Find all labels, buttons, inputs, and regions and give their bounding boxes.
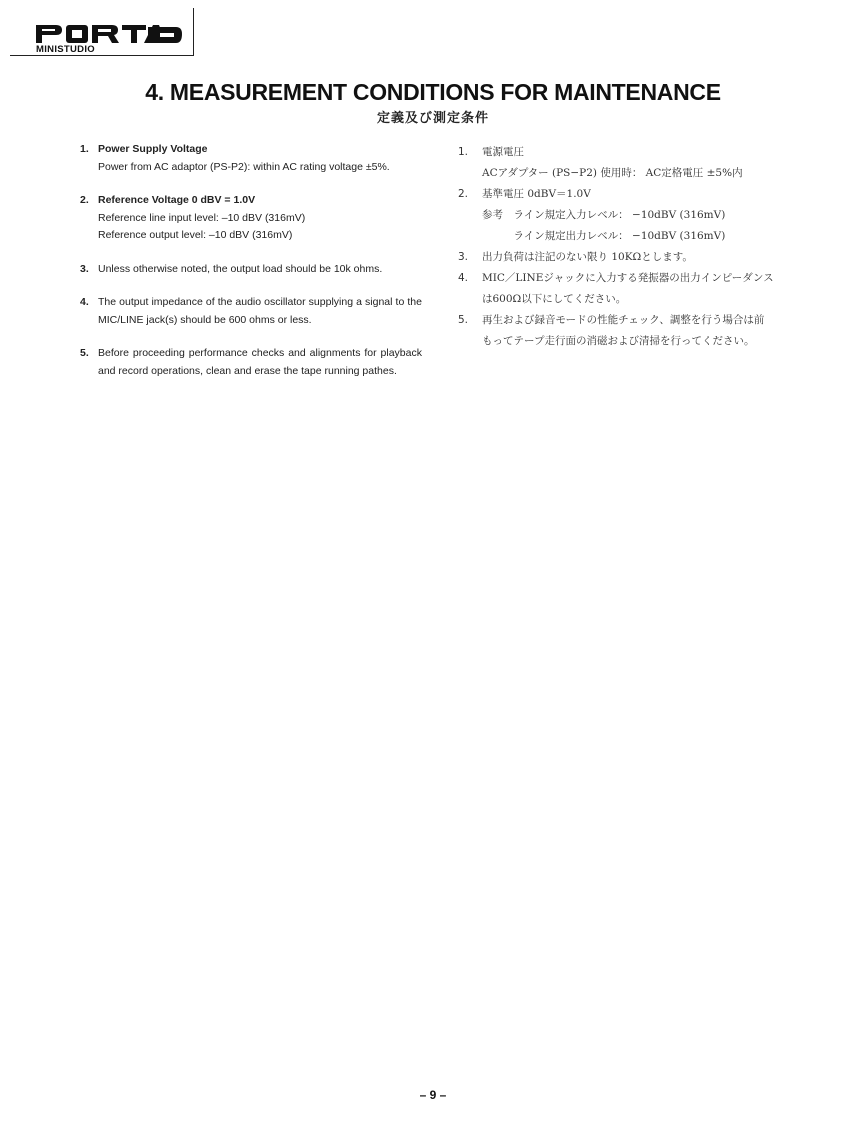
- en-item-heading: Power Supply Voltage: [98, 143, 208, 155]
- en-item-number: 5.: [80, 347, 89, 359]
- jp-item-5: [458, 310, 798, 352]
- jp-item-line: ライン規定出力レベル： −10dBV (316mV): [482, 230, 726, 242]
- en-item-3: [80, 261, 422, 279]
- brand-logo-block: [10, 8, 194, 56]
- en-item-text: The output impedance of the audio oscillator supplying a signal to the MIC/LINE jack(s) should be 600 ohms or less.: [98, 296, 422, 326]
- jp-item-line: 基準電圧 0dBV＝1.0V: [482, 188, 591, 200]
- jp-item-number: 4.: [458, 272, 469, 284]
- page-title: 4. MEASUREMENT CONDITIONS FOR MAINTENANCE: [145, 79, 721, 105]
- jp-item-4: [458, 268, 798, 310]
- jp-item-line: もってテープ走行面の消磁および清掃を行ってください。: [482, 335, 755, 347]
- jp-item-line: 出力負荷は注記のない限り 10KΩとします。: [482, 251, 693, 263]
- jp-item-number: 2.: [458, 188, 469, 200]
- jp-item-number: 3.: [458, 251, 469, 263]
- en-item-number: 4.: [80, 296, 89, 308]
- jp-item-line: 参考 ライン規定入力レベル： −10dBV (316mV): [482, 209, 726, 221]
- en-item-line: Reference output level: –10 dBV (316mV): [98, 229, 293, 241]
- en-item-number: 2.: [80, 194, 89, 206]
- jp-item-1: [458, 142, 798, 184]
- jp-item-line: ACアダプター (PS−P2) 使用時： AC定格電圧 ±5%内: [482, 167, 743, 179]
- page-number: – 9 –: [419, 1088, 447, 1102]
- en-item-line: Power from AC adaptor (PS-P2): within AC rating voltage ±5%.: [98, 160, 390, 173]
- en-item-4: [80, 294, 422, 329]
- english-conditions-list: [80, 141, 422, 380]
- en-item-text: Unless otherwise noted, the output load should be 10k ohms.: [98, 262, 383, 275]
- jp-item-number: 1.: [458, 146, 469, 158]
- japanese-conditions-list: [458, 142, 798, 352]
- ministudio-wordmark: MINISTUDIO: [36, 44, 95, 55]
- jp-item-2: [458, 184, 798, 247]
- en-item-number: 3.: [80, 262, 89, 275]
- porta05-logo: [36, 23, 186, 45]
- en-item-heading: Reference Voltage 0 dBV = 1.0V: [98, 194, 256, 206]
- jp-item-line: は600Ω以下にしてください。: [482, 293, 627, 305]
- en-item-text: Before proceeding performance checks and alignments for playback and record operations, clean and erase the tape running pathes.: [98, 347, 422, 377]
- jp-item-number: 5.: [458, 314, 469, 326]
- jp-item-line: MIC／LINEジャックに入力する発振器の出力インピーダンス: [482, 272, 774, 284]
- jp-item-line: 再生および録音モードの性能チェック、調整を行う場合は前: [482, 314, 765, 326]
- en-item-2: [80, 192, 422, 245]
- en-item-number: 1.: [80, 143, 89, 155]
- en-item-5: [80, 345, 422, 380]
- en-item-1: [80, 141, 422, 176]
- jp-item-line: 電源電圧: [482, 146, 524, 158]
- en-item-line: Reference line input level: –10 dBV (316mV): [98, 211, 306, 224]
- page-subtitle-japanese: 定義及び測定条件: [376, 111, 489, 126]
- jp-item-3: [458, 247, 798, 268]
